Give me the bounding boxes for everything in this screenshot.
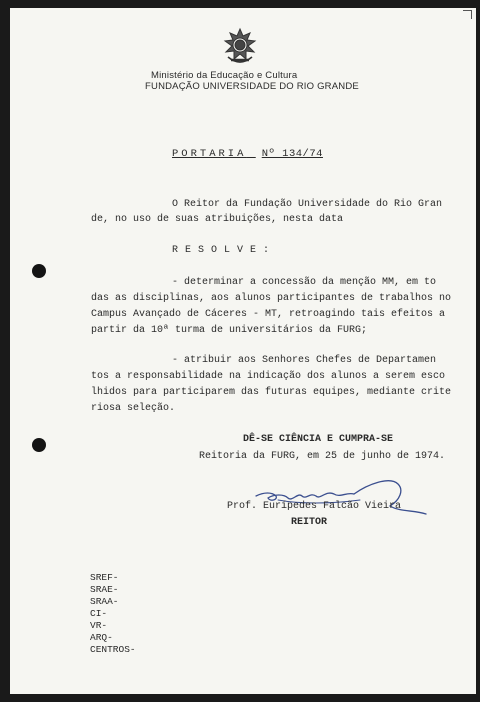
document-title bbox=[172, 148, 323, 160]
title-word: PORTARIA bbox=[172, 148, 247, 160]
corner-mark bbox=[463, 10, 472, 19]
publish-clause: DÊ-SE CIÊNCIA E CUMPRA-SE bbox=[243, 434, 394, 445]
item2-line-2: tos a responsabilidade na indicação dos alunos a serem esco bbox=[91, 371, 446, 382]
distribution-item: VR- bbox=[90, 620, 108, 631]
item1-line-4: partir da 10ª turma de universitários da FURG; bbox=[91, 325, 368, 336]
item2-line-3: lhidos para participarem das futuras equipes, mediante crite bbox=[91, 387, 452, 398]
signer-role: REITOR bbox=[291, 517, 328, 528]
intro-line-1: O Reitor da Fundação Universidade do Rio Gran bbox=[172, 199, 443, 210]
resolve-heading: R E S O L V E : bbox=[172, 245, 270, 256]
title-number: Nº 134/74 bbox=[261, 148, 323, 160]
distribution-item: CI- bbox=[90, 608, 108, 619]
distribution-item: ARQ- bbox=[90, 632, 113, 643]
ministry-header: Ministério da Educação e Cultura bbox=[151, 70, 298, 81]
item2-line-4: riosa seleção. bbox=[91, 403, 176, 414]
intro-line-2: de, no uso de suas atribuições, nesta data bbox=[91, 214, 344, 225]
item1-line-3: Campus Avançado de Cáceres - MT, retroagindo tais efeitos a bbox=[91, 309, 446, 320]
distribution-item: SREF- bbox=[90, 572, 119, 583]
distribution-item: CENTROS- bbox=[90, 644, 136, 655]
foundation-header: FUNDAÇÃO UNIVERSIDADE DO RIO GRANDE bbox=[145, 81, 359, 92]
distribution-item: SRAA- bbox=[90, 596, 119, 607]
item1-line-2: das as disciplinas, aos alunos participantes de trabalhos no bbox=[91, 293, 452, 304]
document-page bbox=[10, 8, 476, 694]
item2-line-1: - atribuir aos Senhores Chefes de Departamen bbox=[172, 355, 437, 366]
distribution-list bbox=[90, 572, 136, 656]
punch-hole-top bbox=[32, 264, 46, 278]
punch-hole-bottom bbox=[32, 438, 46, 452]
place-and-date: Reitoria da FURG, em 25 de junho de 1974. bbox=[199, 451, 446, 462]
signer-name: Prof. Eurípedes Falcão Vieira bbox=[227, 501, 402, 512]
distribution-item: SRAE- bbox=[90, 584, 119, 595]
item1-line-1: - determinar a concessão da menção MM, em to bbox=[172, 277, 437, 288]
coat-of-arms-seal-icon bbox=[222, 27, 258, 67]
